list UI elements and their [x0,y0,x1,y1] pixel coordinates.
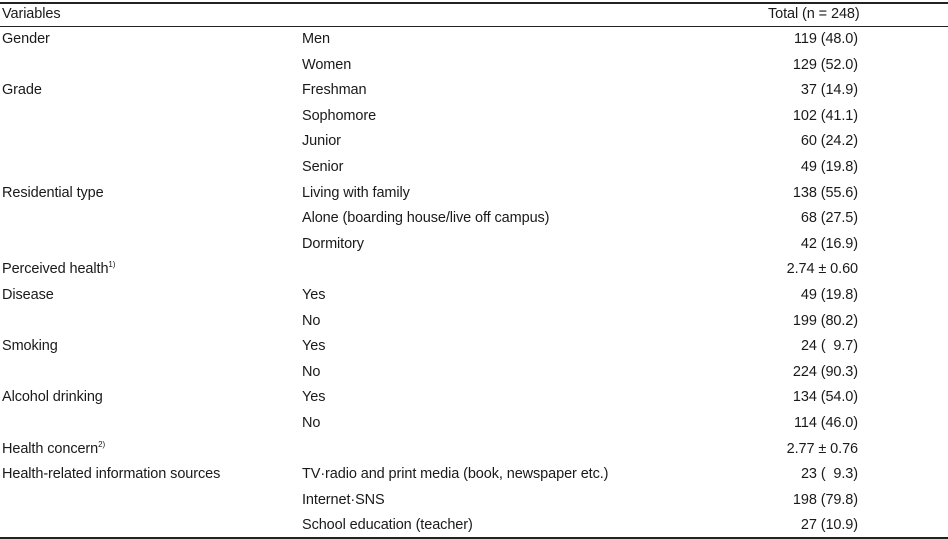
table-row [0,334,948,360]
total-value-cell: 42 (16.9) [800,235,858,252]
table-header-row [0,3,948,26]
table-row [0,385,948,411]
category-cell: TV·radio and print media (book, newspaper etc.) [302,466,609,483]
table-row [0,104,948,130]
variable-cell [2,287,54,303]
table-row [0,181,948,207]
category-cell: Men [302,31,330,47]
footnote-marker: 2) [98,439,106,449]
table-row [0,513,948,539]
variable-label: Gender [2,31,50,47]
total-value-cell: 119 (48.0) [793,31,858,47]
total-value-cell: 37 (14.9) [800,82,858,99]
category-cell: Yes [302,338,326,355]
variable-label: Health-related information sources [2,466,221,483]
variable-cell [2,389,103,405]
variable-cell [2,31,50,47]
variable-label: Disease [2,286,54,303]
table-row [0,488,948,514]
total-value-cell: 224 (90.3) [792,363,858,380]
table-row [0,257,948,283]
category-cell: Internet·SNS [302,491,385,508]
header-total: Total (n = 248) [768,6,860,22]
category-cell: Dormitory [302,235,364,252]
category-cell: No [302,363,321,380]
total-value-cell: 114 (46.0) [793,414,858,431]
header-variables: Variables [2,6,61,22]
variable-label: Smoking [2,338,58,355]
total-value-cell: 102 (41.1) [792,107,858,124]
variable-cell [2,82,42,98]
variable-cell [2,185,104,201]
total-value-cell: 2.77 ± 0.76 [786,440,858,457]
table-bottom-rule [0,537,948,539]
category-cell: School education (teacher) [302,517,473,534]
table-row [0,27,948,53]
total-value-cell: 27 (10.9) [800,517,858,534]
category-cell: Women [302,56,352,73]
category-cell: Living with family [302,184,410,201]
table-row [0,462,948,488]
table-row [0,155,948,181]
category-cell: Yes [302,389,326,406]
total-value-cell: 199 (80.2) [792,312,858,329]
category-cell: Alone (boarding house/live off campus) [302,210,550,227]
category-cell: Junior [302,133,341,150]
table-row [0,129,948,155]
variable-cell [2,261,115,277]
table-row [0,78,948,104]
table-row [0,411,948,437]
total-value-cell: 49 (19.8) [800,286,858,303]
footnote-marker: 1) [108,260,116,270]
table-row [0,232,948,258]
table-row [0,437,948,463]
table-row [0,360,948,386]
total-value-cell: 68 (27.5) [800,210,858,227]
total-value-cell: 134 (54.0) [792,389,858,406]
total-value-cell: 129 (52.0) [792,56,858,73]
variable-label: Health concern [2,440,99,457]
variable-cell [2,466,220,482]
total-value-cell: 198 (79.8) [792,491,858,508]
table-row [0,53,948,79]
variable-label: Residential type [2,184,104,201]
variable-cell [2,441,105,457]
category-cell: No [302,312,321,329]
category-cell: Yes [302,286,326,303]
category-cell: Sophomore [302,107,377,124]
variable-label: Perceived health [2,261,109,278]
total-value-cell: 23 ( 9.3) [800,466,858,483]
variable-cell [2,338,58,354]
table-body [0,27,948,539]
table-row [0,309,948,335]
total-value-cell: 24 ( 9.7) [800,338,858,355]
category-cell: No [302,414,321,431]
category-cell: Senior [302,158,344,175]
total-value-cell: 60 (24.2) [800,133,858,150]
total-value-cell: 2.74 ± 0.60 [786,261,858,278]
category-cell: Freshman [302,82,367,99]
variable-label: Alcohol drinking [2,389,103,406]
variable-label: Grade [2,82,42,99]
total-value-cell: 49 (19.8) [800,158,858,175]
total-value-cell: 138 (55.6) [792,184,858,201]
table-row [0,206,948,232]
table-row [0,283,948,309]
